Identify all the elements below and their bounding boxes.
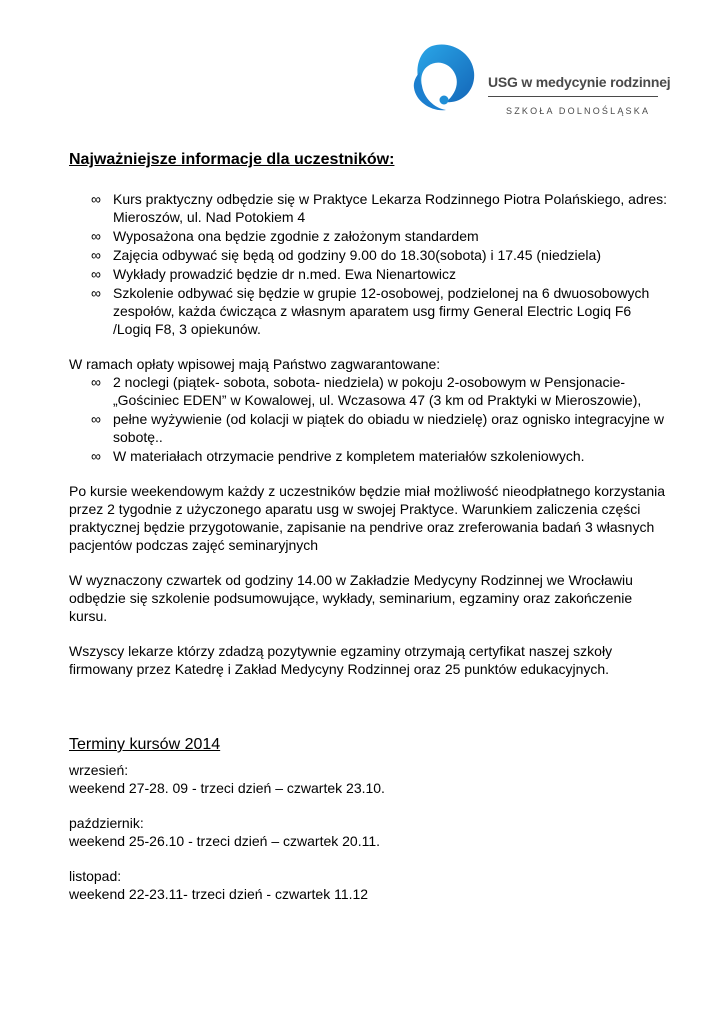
list-item-text: Wyposażona ona będzie zgodnie z założonym standardem [113,228,479,244]
list-item-text: Zajęcia odbywać się będą od godziny 9.00 do 18.30(sobota) i 17.45 (niedziela) [113,247,601,263]
fee-intro: W ramach opłaty wpisowej mają Państwo zagwarantowane: [69,356,441,372]
list-item-text: Szkolenie odbywać się będzie w grupie 12-osobowej, podzielonej na 6 dwuosobowych zespołów, każda ćwicząca z własnym aparatem usg firmy General Electric Logiq F6 /Logiq F8, 3 opiekunów. [113,285,650,337]
list-item-text: W materiałach otrzymacie pendrive z kompletem materiałów szkoleniowych. [113,448,585,464]
infinity-bullet-icon: ∞ [91,247,101,263]
paragraph-summary-training: W wyznaczony czwartek od godziny 14.00 w Zakładzie Medycyny Rodzinnej we Wrocławiu odbędzie się szkolenie podsumowujące, wykłady, seminarium, egzaminy oraz zakończenie kursu. [69,572,633,624]
list-item-text: Kurs praktyczny odbędzie się w Praktyce Lekarza Rodzinnego Piotra Polańskiego, adres: Mieroszów, ul. Nad Potokiem 4 [113,191,668,225]
infinity-bullet-icon: ∞ [91,411,101,427]
paragraph-loan: Po kursie weekendowym każdy z uczestników będzie miał możliwość nieodpłatnego korzystania przez 2 tygodnie z użyczonego aparatu usg w swojej Praktyce. Warunkiem zaliczenia części praktycznej będzie przygotowanie, zapisanie na pendrive oraz zreferowania badań 3 własnych pacjentów podczas zajęć seminaryjnych [69,483,666,553]
infinity-bullet-icon: ∞ [91,228,101,244]
infinity-bullet-icon: ∞ [91,374,101,390]
term-month: październik: [69,815,144,831]
document-body [69,150,669,920]
logo-divider [488,96,658,97]
term-month: wrzesień: [69,762,129,778]
list-item-text: 2 noclegi (piątek- sobota, sobota- niedziela) w pokoju 2-osobowym w Pensjonacie- „Gościniec EDEN” w Kowalowej, ul. Wczasowa 47 (3 km od Praktyki w Mieroszowie), [113,374,642,408]
infinity-bullet-icon: ∞ [91,285,101,301]
term-entry [69,867,669,903]
term-dates: weekend 25-26.10 - trzeci dzień – czwartek 20.11. [69,833,381,849]
fee-list [69,373,669,465]
list-item [69,246,669,264]
page-title: Najważniejsze informacje dla uczestników: [69,151,395,168]
terms-heading: Terminy kursów 2014 [69,736,221,753]
infinity-bullet-icon: ∞ [91,448,101,464]
list-item [69,227,669,245]
list-item [69,447,669,465]
list-item [69,284,669,338]
paragraph-certificate: Wszyscy lekarze którzy zdadzą pozytywnie egzaminy otrzymają certyfikat naszej szkoły firmowany przez Katedrę i Zakład Medycyny Rodzinnej oraz 25 punktów edukacyjnych. [69,643,613,677]
list-item [69,190,669,226]
logo-name: USG w medycynie rodzinnej [488,74,671,90]
list-item [69,265,669,283]
term-dates: weekend 27-28. 09 - trzeci dzień – czwartek 23.10. [69,780,385,796]
term-month: listopad: [69,868,122,884]
term-entry [69,814,669,850]
list-item-text: Wykłady prowadzić będzie dr n.med. Ewa Nienartowicz [113,266,457,282]
usg-logo-icon [410,42,480,114]
logo [404,40,671,120]
list-item-text: pełne wyżywienie (od kolacji w piątek do obiadu w niedzielę) oraz ognisko integracyjne w sobotę.. [113,411,664,445]
infinity-bullet-icon: ∞ [91,266,101,282]
term-dates: weekend 22-23.11- trzeci dzień - czwartek 11.12 [69,886,369,902]
infinity-bullet-icon: ∞ [91,191,101,207]
list-item [69,410,669,446]
term-entry [69,761,669,797]
info-list [69,190,669,338]
list-item [69,373,669,409]
logo-subtitle: SZKOŁA DOLNOŚLĄSKA [506,106,651,116]
